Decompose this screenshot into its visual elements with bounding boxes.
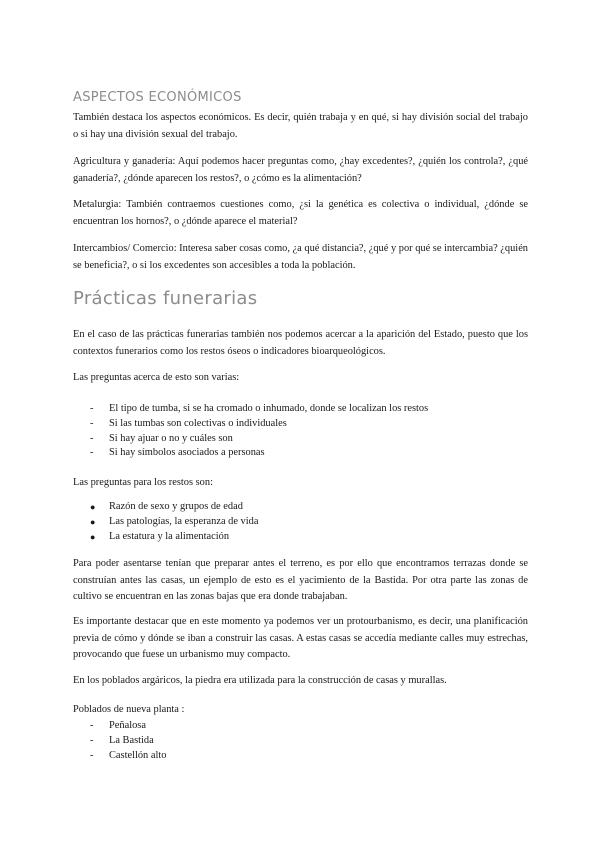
paragraph-intercambios: Intercambios/ Comercio: Interesa saber cosas como, ¿a qué distancia?, ¿qué y por qué se intercambia? ¿quién se beneficia?, o si los excedentes son accesibles a toda la población.	[73, 243, 528, 271]
paragraph-intro-funerarias: En el caso de las prácticas funerarias también nos podemos acercar a la aparición del Estado, puesto que los contextos funerarios como los restos óseos o indicadores bioarqueológicos.	[73, 329, 528, 357]
paragraph-metalurgia: Metalurgia: También contraemos cuestiones como, ¿si la genética es colectiva o individual, ¿dónde se encuentran los hornos?, o ¿dónde aparece el material?	[73, 199, 528, 227]
paragraph-intro-economicos: También destaca los aspectos económicos. Es decir, quién trabaja y en qué, si hay división social del trabajo o si hay una división sexual del trabajo.	[73, 112, 528, 140]
dash-marker: -	[90, 720, 94, 731]
list-item: - El tipo de tumba, si se ha cromado o inhumado, donde se localizan los restos	[90, 402, 520, 417]
list-item: ● Razón de sexo y grupos de edad	[90, 500, 520, 515]
dash-marker: -	[90, 403, 94, 414]
bullet-marker: ●	[90, 516, 96, 527]
list-item: - La Bastida	[90, 734, 520, 749]
bullet-marker: ●	[90, 502, 96, 512]
dash-marker: -	[90, 749, 94, 761]
dash-marker: -	[90, 417, 94, 429]
section-heading-funerarias: Prácticas funerarias	[73, 288, 258, 309]
dash-marker: -	[90, 734, 94, 746]
paragraph-argaricos: En los poblados argáricos, la piedra era utilizada para la construcción de casas y murallas.	[73, 675, 447, 686]
paragraph-protourbanismo: Es importante destacar que en este momento ya podemos ver un protourbanismo, es decir, una planificación previa de cómo y dónde se iban a construir las casas. A estas casas se accedía mediante calles muy estrechas, provocando que fuese un urbanismo muy compacto.	[73, 616, 528, 661]
paragraph-terrazas: Para poder asentarse tenían que preparar antes el terreno, es por ello que encontramos terrazas donde se construían antes las casas, un ejemplo de esto es el yacimiento de la Bastida. Por otra parte las zonas de cultivo se encuentran en las zonas bajas que era donde trabajaban.	[73, 558, 528, 603]
bullet-marker: ●	[90, 531, 96, 542]
dash-marker: -	[90, 447, 94, 459]
paragraph-agricultura: Agricultura y ganadería: Aquí podemos hacer preguntas como, ¿hay excedentes?, ¿quién los controla?, ¿qué ganadería?, ¿dónde aparecen los restos?, o ¿cómo es la alimentación?	[73, 156, 528, 184]
list-item: - Castellón alto	[90, 749, 520, 764]
dash-marker: -	[90, 432, 94, 444]
questions-title: Las preguntas acerca de esto son varias:	[73, 372, 240, 383]
list-item: - Si hay símbolos asociados a personas	[90, 446, 520, 461]
remains-list	[90, 500, 520, 544]
towns-list	[90, 719, 520, 763]
section-heading-economicos: ASPECTOS ECONÓMICOS	[73, 90, 242, 105]
list-item: ● Las patologías, la esperanza de vida	[90, 515, 520, 530]
towns-title: Poblados de nueva planta :	[73, 704, 185, 715]
list-item: - Si las tumbas son colectivas o individuales	[90, 417, 520, 432]
remains-title: Las preguntas para los restos son:	[73, 477, 213, 488]
list-item: - Peñalosa	[90, 719, 520, 734]
list-item: ● La estatura y la alimentación	[90, 530, 520, 545]
questions-list	[90, 402, 520, 461]
list-item: - Si hay ajuar o no y cuáles son	[90, 432, 520, 447]
